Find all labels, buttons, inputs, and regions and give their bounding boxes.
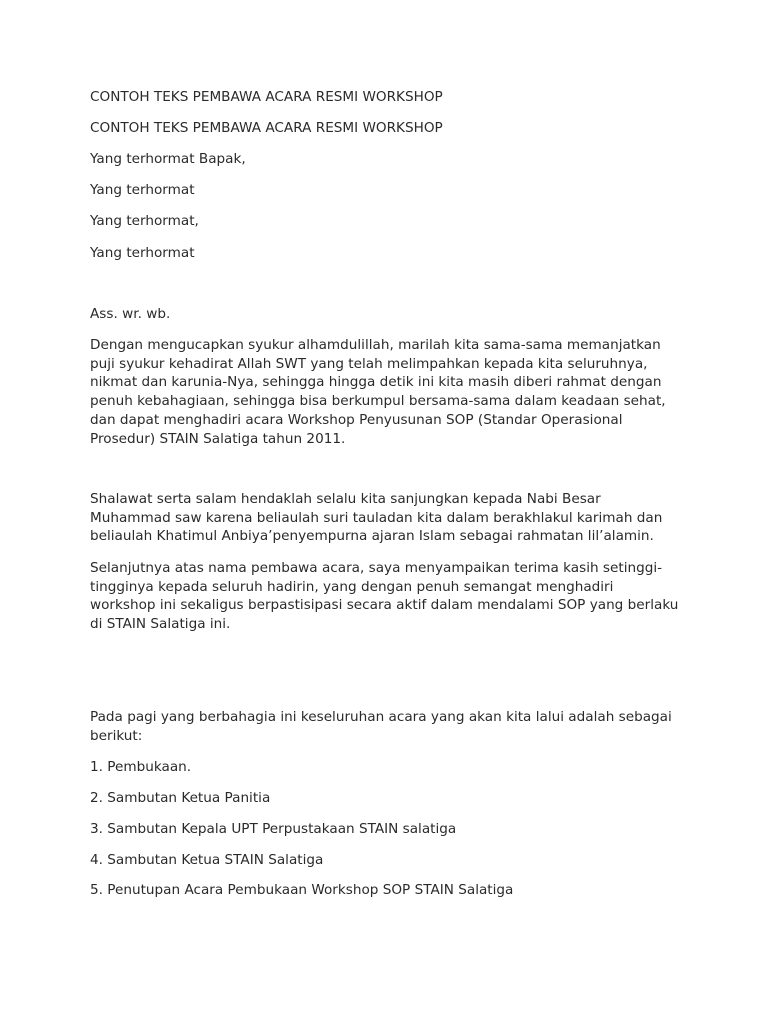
text-line: nikmat dan karunia-Nya, sehingga hingga detik ini kita masih diberi rahmat dengan [90,374,662,391]
salutation: Yang terhormat [90,245,195,261]
salutation: Yang terhormat [90,182,195,198]
text-line: Prosedur) STAIN Salatiga tahun 2011. [90,430,346,447]
text-line: tingginya kepada seluruh hadirin, yang dengan penuh semangat menghadiri [90,578,614,595]
text-line: Pada pagi yang berbahagia ini keseluruhan acara yang akan kita lalui adalah sebagai [90,709,672,725]
salutation: Yang terhormat Bapak, [90,151,246,167]
document-title: CONTOH TEKS PEMBAWA ACARA RESMI WORKSHOP [90,89,443,105]
agenda-item: 3. Sambutan Kepala UPT Perpustakaan STAIN salatiga [90,821,457,837]
text-line: Dengan mengucapkan syukur alhamdulillah, marilah kita sama-sama memanjatkan [90,337,661,353]
text-line: di STAIN Salatiga ini. [90,616,231,633]
greeting: Ass. wr. wb. [90,306,171,322]
paragraph-agenda-intro [90,708,672,745]
text-line: penuh kebahagiaan, sehingga bisa berkumpul bersama-sama dalam keadaan sehat, [90,393,666,410]
text-line: puji syukur kehadirat Allah SWT yang telah melimpahkan kepada kita seluruhnya, [90,355,648,372]
agenda-item: 4. Sambutan Ketua STAIN Salatiga [90,852,324,868]
agenda-item: 5. Penutupan Acara Pembukaan Workshop SOP STAIN Salatiga [90,882,514,898]
text-line: Muhammad saw karena beliaulah suri tauladan kita dalam berakhlakul karimah dan [90,509,663,526]
text-line: berikut: [90,727,143,744]
text-line: Shalawat serta salam hendaklah selalu kita sanjungkan kepada Nabi Besar [90,491,601,507]
salutation: Yang terhormat, [90,213,199,229]
paragraph-thanks [90,559,678,634]
text-line: Selanjutnya atas nama pembawa acara, saya menyampaikan terima kasih setinggi- [90,560,663,576]
text-line: dan dapat menghadiri acara Workshop Penyusunan SOP (Standar Operasional [90,411,623,428]
document-subtitle: CONTOH TEKS PEMBAWA ACARA RESMI WORKSHOP [90,120,443,136]
agenda-item: 2. Sambutan Ketua Panitia [90,790,271,806]
paragraph-shalawat [90,490,662,546]
paragraph-opening [90,336,666,448]
text-line: beliaulah Khatimul Anbiya’penyempurna ajaran Islam sebagai rahmatan lil’alamin. [90,528,654,545]
agenda-item: 1. Pembukaan. [90,759,192,775]
text-line: workshop ini sekaligus berpastisipasi secara aktif dalam mendalami SOP yang berlaku [90,597,679,614]
